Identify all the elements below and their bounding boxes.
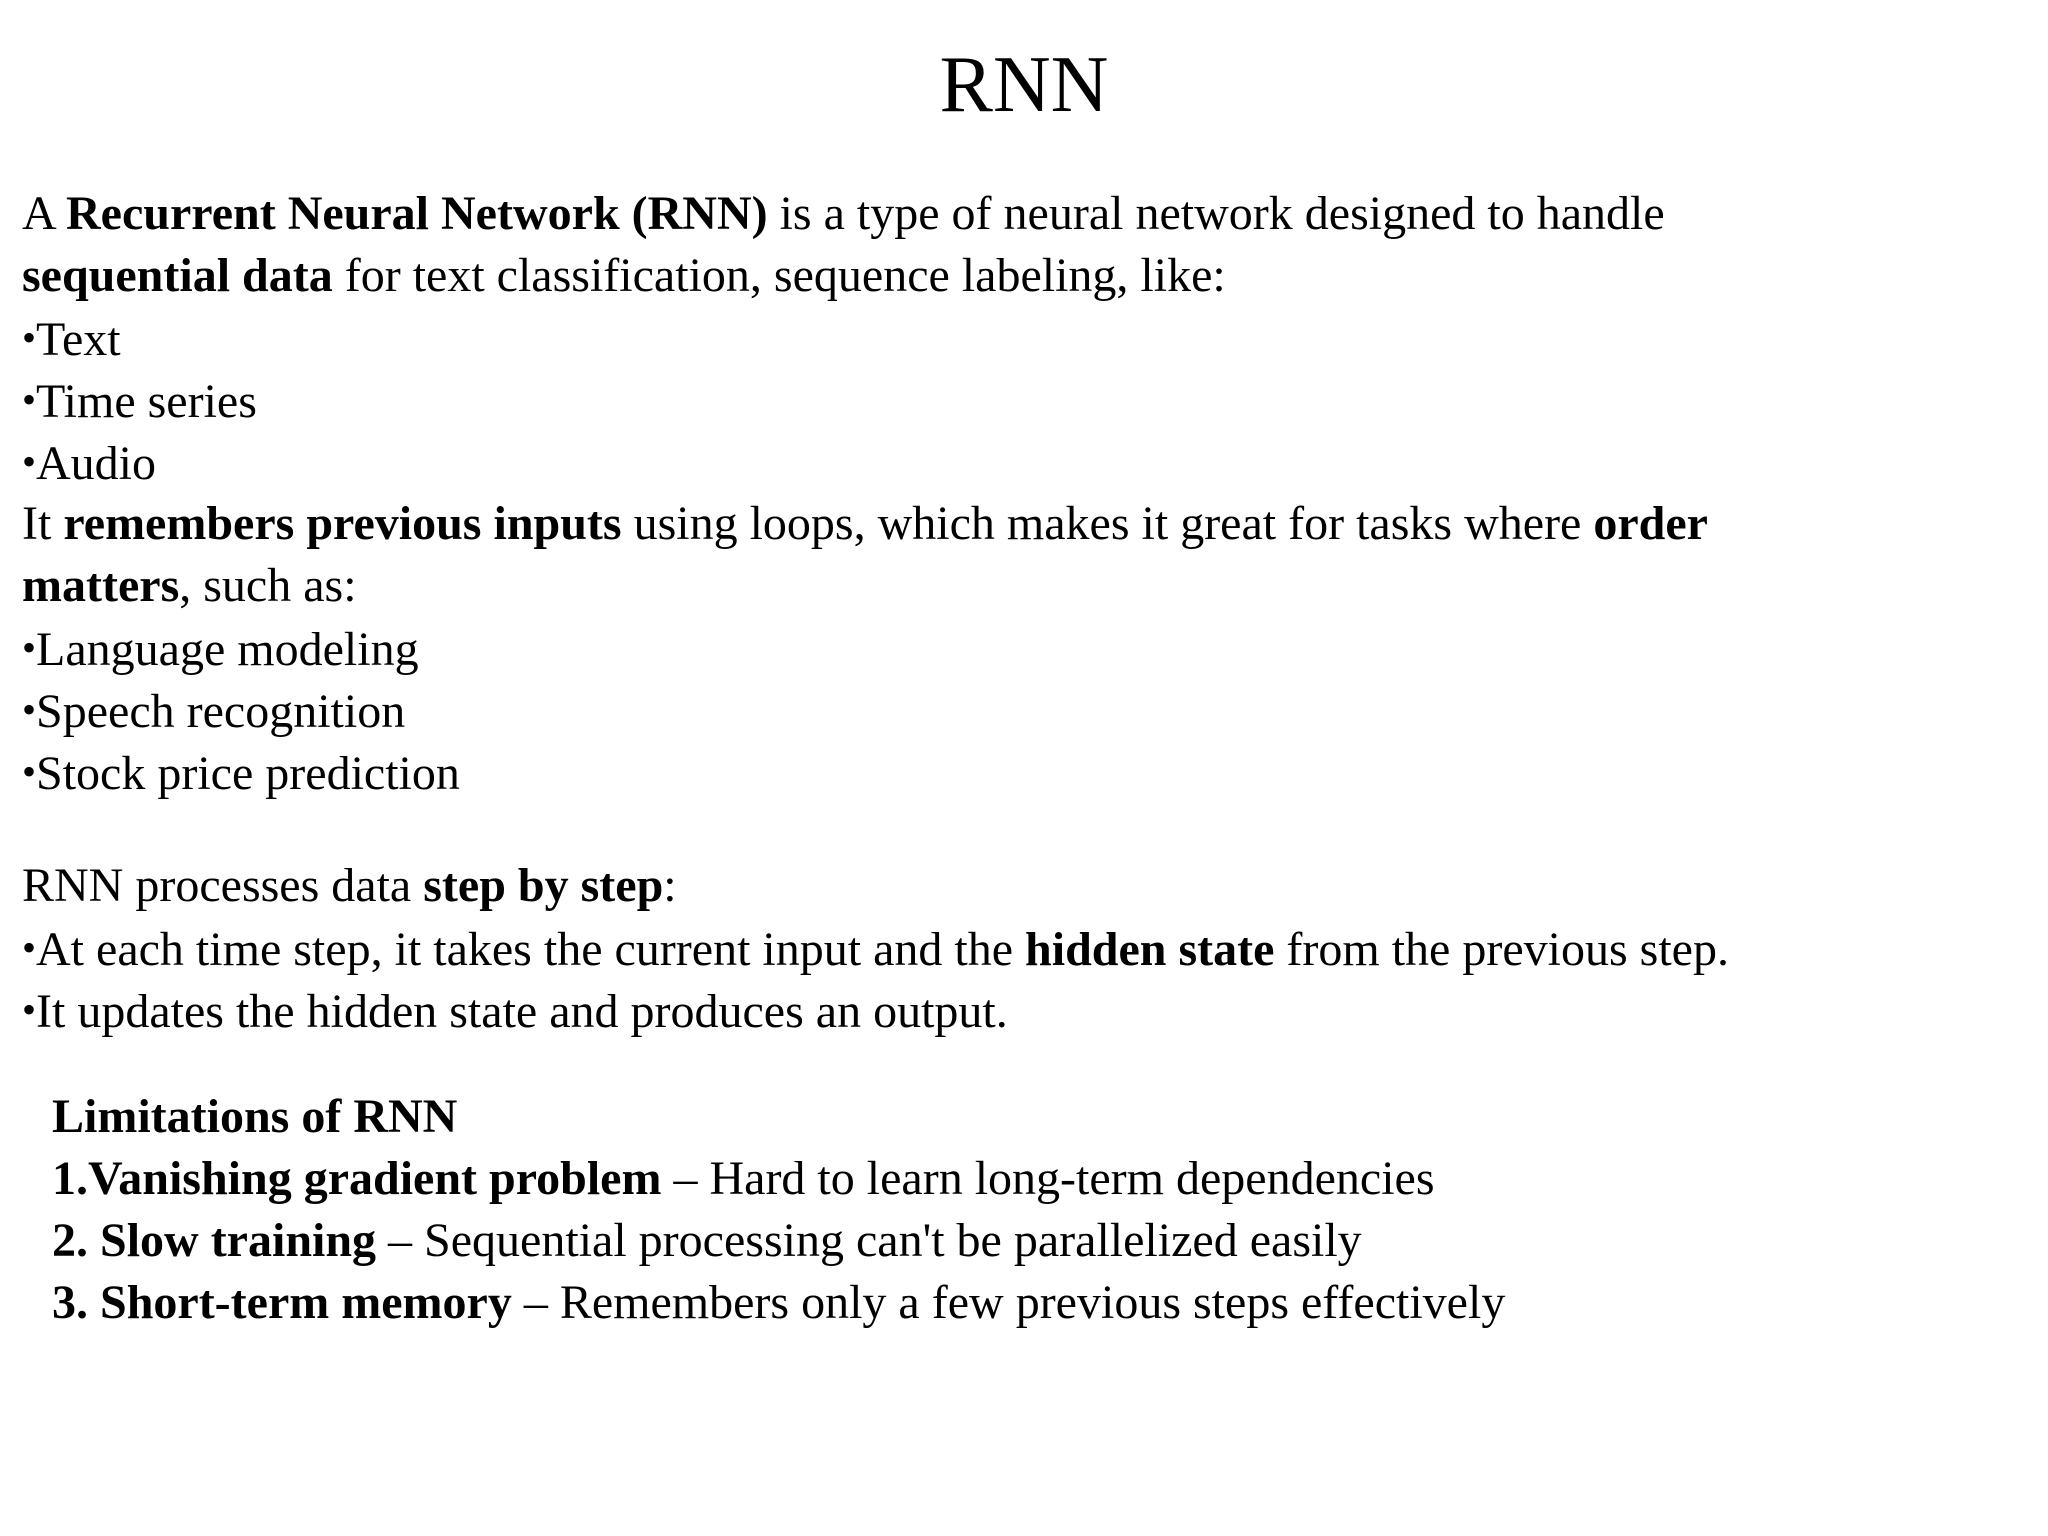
limitation-title: 2. Slow training [52, 1214, 377, 1267]
term-hidden-state: hidden state [1025, 923, 1275, 976]
list-item-label: Stock price prediction [36, 747, 460, 800]
memory-line-1 [22, 493, 2022, 555]
term-remembers-previous-inputs: remembers previous inputs [63, 497, 622, 550]
term-rnn: Recurrent Neural Network (RNN) [66, 187, 768, 240]
list-item [22, 431, 2022, 493]
text-run: It [22, 497, 64, 550]
bullet-icon: • [22, 687, 37, 732]
section-heading: Limitations of RNN [52, 1090, 458, 1143]
term-sequential-data: sequential data [22, 249, 333, 302]
limitation-item [52, 1148, 1505, 1210]
list-item [22, 741, 2022, 803]
limitation-title: 3. Short-term memory [52, 1276, 512, 1329]
slide-title: RNN [939, 41, 1109, 129]
spacer [22, 803, 2022, 855]
bullet-icon: • [22, 987, 37, 1032]
list-item [22, 617, 2022, 679]
limitation-desc: – Hard to learn long-term dependencies [661, 1152, 1435, 1205]
slide-body [22, 183, 2022, 1041]
list-item-label: Text [36, 313, 121, 366]
memory-line-2 [22, 555, 2022, 617]
text-run: is a type of neural network designed to handle [767, 187, 1665, 240]
limitation-title: 1.Vanishing gradient problem [52, 1152, 662, 1205]
bullet-icon: • [22, 315, 37, 360]
list-item-label: It updates the hidden state and produces an output. [36, 985, 1008, 1038]
limitation-desc: – Sequential processing can't be parallelized easily [376, 1214, 1362, 1267]
bullet-icon: • [22, 925, 37, 970]
text-run: At each time step, it takes the current input and the [36, 923, 1026, 976]
text-run: : [663, 859, 677, 912]
term-order: order [1593, 497, 1708, 550]
process-line [22, 855, 2022, 917]
list-item-label: Speech recognition [36, 685, 406, 738]
text-run: using loops, which makes it great for tasks where [621, 497, 1594, 550]
intro-line-1 [22, 183, 2022, 245]
limitation-desc: – Remembers only a few previous steps effectively [511, 1276, 1506, 1329]
limitation-item [52, 1210, 1505, 1272]
bullet-icon: • [22, 625, 37, 670]
text-run: A [22, 187, 67, 240]
list-item [22, 917, 2022, 979]
text-run: from the previous step. [1274, 923, 1729, 976]
list-item [22, 679, 2022, 741]
term-step-by-step: step by step [423, 859, 664, 912]
limitations-section [52, 1086, 1505, 1334]
bullet-icon: • [22, 749, 37, 794]
text-run: , such as: [179, 559, 357, 612]
limitation-item [52, 1272, 1505, 1334]
bullet-icon: • [22, 377, 37, 422]
bullet-icon: • [22, 439, 37, 484]
list-item [22, 369, 2022, 431]
term-matters: matters [22, 559, 180, 612]
list-item-label: Audio [36, 437, 157, 490]
list-item [22, 307, 2022, 369]
text-run: RNN processes data [22, 859, 424, 912]
text-run: for text classification, sequence labeling, like: [332, 249, 1226, 302]
limitations-heading [52, 1086, 1505, 1148]
intro-line-2 [22, 245, 2022, 307]
list-item-label: Language modeling [36, 623, 419, 676]
list-item-label: Time series [36, 375, 257, 428]
list-item [22, 979, 2022, 1041]
